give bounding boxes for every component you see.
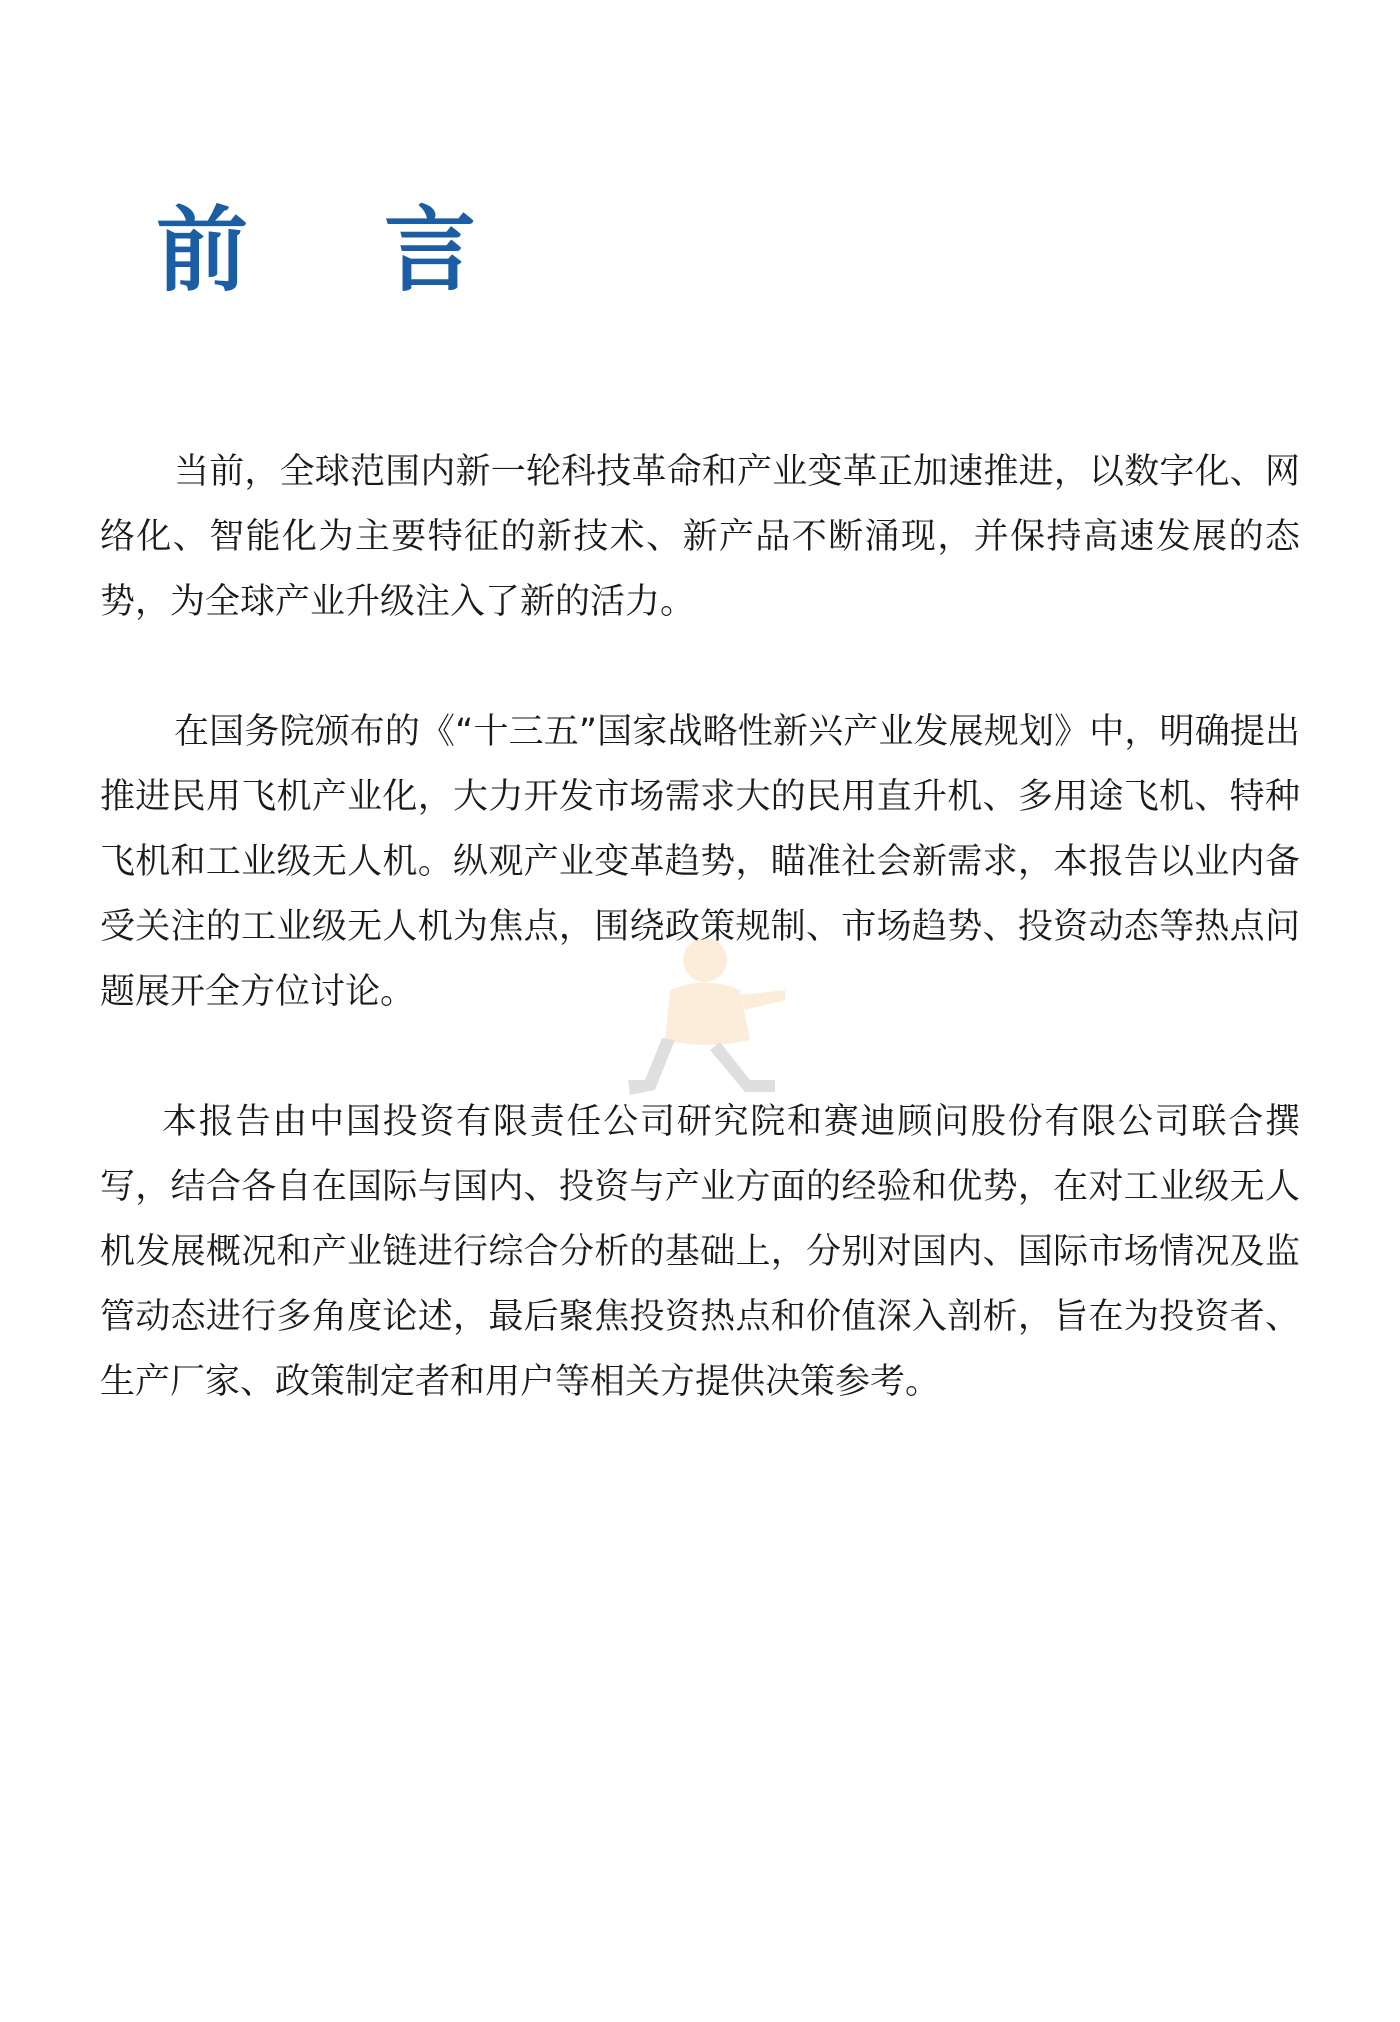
paragraph-2: 在国务院颁布的《“十三五”国家战略性新兴产业发展规划》中，明确提出推进民用飞机产业化，大力开发市场需求大的民用直升机、多用途飞机、特种飞机和工业级无人机。纵观产业变革趋势，瞄准社会新需求，本报告以业内备受关注的工业级无人机为焦点，围绕政策规制、市场趋势、投资动态等热点问题展开全方位讨论。 [100,712,1300,1012]
paragraph-1: 当前，全球范围内新一轮科技革命和产业变革正加速推进，以数字化、网络化、智能化为主要特征的新技术、新产品不断涌现，并保持高速发展的态势，为全球产业升级注入了新的活力。 [100,452,1300,622]
body-text [100,440,1300,1480]
paragraph-3: 本报告由中国投资有限责任公司研究院和赛迪顾问股份有限公司联合撰写，结合各自在国际与国内、投资与产业方面的经验和优势，在对工业级无人机发展概况和产业链进行综合分析的基础上，分别对国内、国际市场情况及监管动态进行多角度论述，最后聚焦投资热点和价值深入剖析，旨在为投资者、生产厂家、政策制定者和用户等相关方提供决策参考。 [100,1102,1300,1402]
page-title: 前 言 [156,197,529,304]
